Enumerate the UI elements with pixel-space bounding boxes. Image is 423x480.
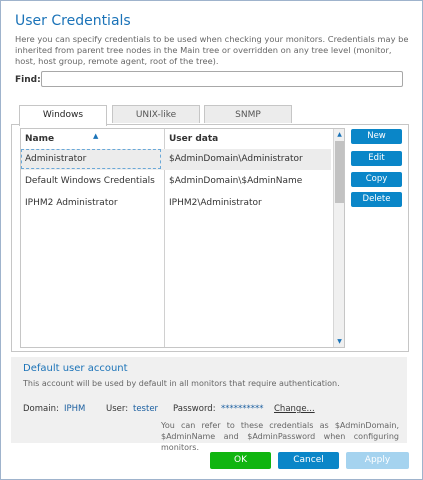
password-value: ********** — [221, 404, 264, 414]
tab-panel-windows — [11, 124, 409, 352]
find-input[interactable] — [41, 71, 403, 87]
new-button[interactable]: New — [351, 129, 402, 144]
find-label: Find: — [15, 75, 41, 85]
cell-user-data: IPHM2\Administrator — [169, 198, 262, 208]
cancel-button[interactable]: Cancel — [278, 452, 339, 469]
column-header-name-label: Name — [25, 134, 55, 144]
apply-button[interactable]: Apply — [346, 452, 409, 469]
tab-windows[interactable]: Windows — [19, 105, 107, 126]
column-header-user-data[interactable]: User data — [169, 134, 219, 144]
user-label: User: — [106, 404, 129, 414]
table-row[interactable] — [21, 149, 331, 170]
cell-user-data: $AdminDomain\$AdminName — [169, 176, 303, 186]
table-row[interactable] — [21, 171, 331, 192]
cell-name: Default Windows Credentials — [25, 176, 155, 186]
scroll-down-arrow-icon[interactable]: ▼ — [337, 338, 342, 345]
dialog-title: User Credentials — [15, 13, 131, 29]
credentials-variables-note: You can refer to these credentials as $AdminDomain, $AdminName and $AdminPassword when configuring monitors. — [161, 421, 399, 452]
sort-ascending-icon: ▲ — [93, 132, 99, 140]
domain-label: Domain: — [23, 404, 59, 414]
default-account-title: Default user account — [23, 363, 128, 374]
cell-name: Administrator — [25, 154, 87, 164]
dialog-description: Here you can specify credentials to be used when checking your monitors. Credentials may be inherited from parent tree nodes in the Main tree or overridden on any tree level (monitor, host, host group, remote agent, root of the tree). — [15, 34, 409, 66]
delete-button[interactable]: Delete — [351, 192, 402, 207]
edit-button[interactable]: Edit — [351, 151, 402, 166]
password-label: Password: — [173, 404, 216, 414]
change-account-link[interactable]: Change... — [274, 404, 315, 414]
ok-button[interactable]: OK — [210, 452, 271, 469]
cell-user-data: $AdminDomain\Administrator — [169, 154, 303, 164]
credentials-table — [20, 128, 345, 348]
table-row[interactable] — [21, 193, 331, 214]
scrollbar-thumb[interactable] — [335, 141, 344, 203]
tab-unix-like[interactable]: UNIX-like — [112, 105, 200, 123]
table-scrollbar[interactable] — [333, 129, 345, 347]
scroll-up-arrow-icon[interactable]: ▲ — [337, 131, 342, 138]
default-account-description: This account will be used by default in all monitors that require authentication. — [23, 379, 340, 388]
domain-value: IPHM — [64, 404, 86, 414]
cell-name: IPHM2 Administrator — [25, 198, 118, 208]
user-value: tester — [133, 404, 159, 414]
copy-button[interactable]: Copy — [351, 172, 402, 187]
column-header-name[interactable] — [25, 132, 99, 144]
default-user-account-section — [11, 357, 407, 452]
tab-snmp[interactable]: SNMP — [204, 105, 292, 123]
